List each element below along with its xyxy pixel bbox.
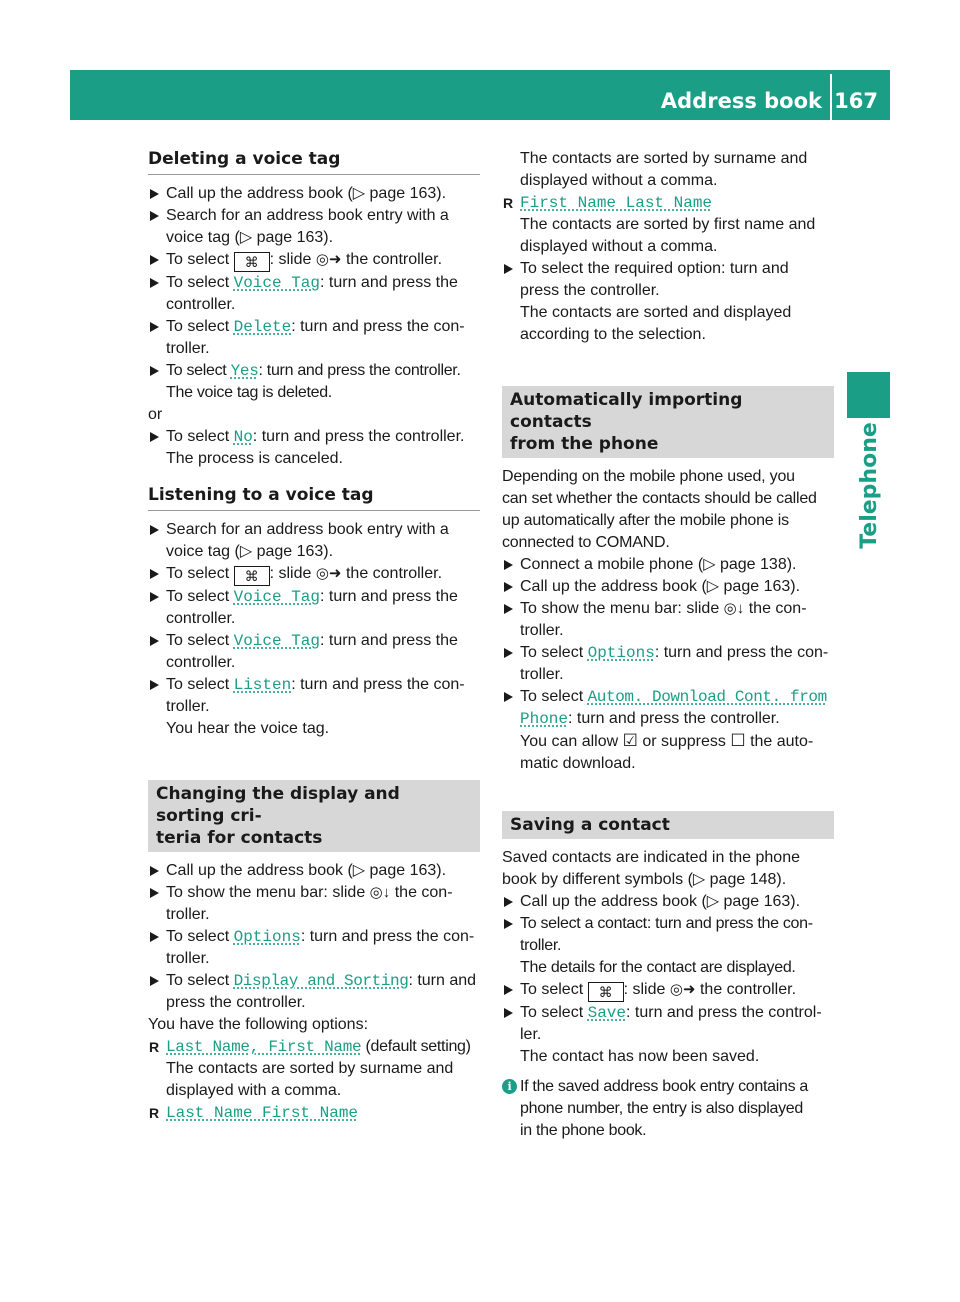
step xyxy=(148,882,480,926)
info-icon: i xyxy=(502,1079,517,1094)
header-title: Address book xyxy=(660,89,822,113)
step-text: : turn and press the control- xyxy=(626,1004,822,1021)
step-text: the con- xyxy=(748,600,807,617)
header-divider xyxy=(830,74,832,120)
controller-slide-right-icon: ◎➜ xyxy=(669,981,696,998)
unchecked-box-icon: ☐ xyxy=(730,731,746,750)
side-tab-marker xyxy=(847,372,890,418)
option-item xyxy=(148,1102,480,1124)
step-text: troller. xyxy=(520,937,562,954)
step-text: controller. xyxy=(166,610,236,627)
menu-key-icon: ⌘ xyxy=(588,982,624,1002)
info-note xyxy=(502,1076,834,1142)
option-last-first-comma: Last Name, First Name xyxy=(166,1038,362,1056)
step-text: You can allow xyxy=(520,733,619,750)
info-text: phone number, the entry is also displayed xyxy=(520,1100,803,1117)
side-tab-text: Telephone xyxy=(856,421,882,549)
step-text: : turn and press the con- xyxy=(291,318,465,335)
step-text: the controller. xyxy=(699,981,797,998)
step-text: To select xyxy=(520,981,584,998)
menu-item-options: Options xyxy=(233,928,301,946)
step-text: according to the selection. xyxy=(520,326,706,343)
step-text: You hear the voice tag. xyxy=(166,720,330,737)
step-text: : turn and press the controller. xyxy=(252,428,465,445)
step-text: press the controller. xyxy=(166,994,306,1011)
heading-line: from the phone xyxy=(510,434,659,454)
step-text: troller. xyxy=(166,698,210,715)
step-text: To select the required option: turn and xyxy=(520,260,789,277)
step-text: To select xyxy=(166,274,230,291)
option-text: The contacts are sorted by first name and xyxy=(520,216,816,233)
page-number: 167 xyxy=(834,89,878,113)
step xyxy=(148,630,480,674)
step-text: Connect a mobile phone (▷ page 138). xyxy=(520,556,797,573)
paragraph-text: connected to COMAND. xyxy=(502,534,670,551)
menu-item-autom-download: Autom. Download Cont. from xyxy=(587,688,827,706)
step-text: troller. xyxy=(166,950,210,967)
heading-line: teria for contacts xyxy=(156,828,323,848)
info-text: If the saved address book entry contains a xyxy=(520,1078,809,1095)
step xyxy=(148,586,480,630)
step-text: : slide xyxy=(269,565,312,582)
step-text: Call up the address book (▷ page 163). xyxy=(166,862,447,879)
menu-item-delete: Delete xyxy=(233,318,292,336)
step-text: To select xyxy=(166,676,230,693)
step xyxy=(502,1002,834,1068)
heading-deleting: Deleting a voice tag xyxy=(148,148,480,175)
paragraph-text: up automatically after the mobile phone is xyxy=(502,512,789,529)
step-text: press the controller. xyxy=(520,282,660,299)
step-text: To select a contact: turn and press the con- xyxy=(520,915,813,932)
option-description xyxy=(502,148,834,192)
heading-changing-display xyxy=(148,780,480,852)
step-text: The voice tag is deleted. xyxy=(166,384,332,401)
controller-slide-down-icon: ◎↓ xyxy=(723,600,745,617)
step-text: the auto- xyxy=(750,733,814,750)
option-item xyxy=(502,192,834,214)
menu-item-save: Save xyxy=(587,1004,626,1022)
step-text: troller. xyxy=(166,906,210,923)
step-text: the controller. xyxy=(345,565,443,582)
step-text: : turn and press the con- xyxy=(291,676,465,693)
heading-listening: Listening to a voice tag xyxy=(148,484,480,511)
heading-line: Automatically importing contacts xyxy=(510,390,743,432)
step-text: or suppress xyxy=(642,733,726,750)
right-column xyxy=(502,148,834,1142)
option-text: The contacts are sorted by surname and xyxy=(166,1060,454,1077)
step-text: the controller. xyxy=(345,251,443,268)
step-text: To select xyxy=(166,362,227,379)
step-text: the con- xyxy=(394,884,453,901)
step xyxy=(148,360,480,404)
step-text: To select xyxy=(166,632,230,649)
option-text: The contacts are sorted by surname and xyxy=(520,150,808,167)
step xyxy=(502,913,834,979)
step-text: To select xyxy=(166,251,230,268)
step-text: The contact has now been saved. xyxy=(520,1048,760,1065)
step xyxy=(148,183,480,205)
info-text: in the phone book. xyxy=(520,1122,647,1139)
step xyxy=(502,686,834,775)
step-text: voice tag (▷ page 163). xyxy=(166,229,334,246)
step-text: To show the menu bar: slide xyxy=(166,884,366,901)
checked-box-icon: ☑ xyxy=(622,731,638,750)
menu-key-icon: ⌘ xyxy=(234,566,270,586)
step-text: To select xyxy=(520,644,584,661)
step xyxy=(148,249,480,272)
menu-item-voice-tag: Voice Tag xyxy=(233,588,321,606)
step xyxy=(502,891,834,913)
step-text: The contacts are sorted and displayed xyxy=(520,304,792,321)
option-text: displayed with a comma. xyxy=(166,1082,342,1099)
step-text: controller. xyxy=(166,296,236,313)
option-text: displayed without a comma. xyxy=(520,238,718,255)
step xyxy=(148,519,480,563)
step-text: troller. xyxy=(166,340,210,357)
step-text: troller. xyxy=(520,666,564,683)
step-text: Search for an address book entry with a xyxy=(166,207,449,224)
step-text: ler. xyxy=(520,1026,542,1043)
step-text: To select xyxy=(520,688,584,705)
controller-slide-right-icon: ◎➜ xyxy=(315,565,342,582)
step xyxy=(502,598,834,642)
step xyxy=(148,205,480,249)
step xyxy=(148,860,480,882)
step-text: : turn and press the con- xyxy=(654,644,829,661)
step-text: : turn and press the xyxy=(320,274,458,291)
menu-key-icon: ⌘ xyxy=(234,252,270,272)
menu-item-voice-tag: Voice Tag xyxy=(233,632,321,650)
left-column xyxy=(148,148,480,1124)
step-text: Search for an address book entry with a xyxy=(166,521,449,538)
step-text: To show the menu bar: slide xyxy=(520,600,720,617)
paragraph-text: can set whether the contacts should be called xyxy=(502,490,817,507)
step xyxy=(502,642,834,686)
step xyxy=(502,576,834,598)
menu-item-phone: Phone xyxy=(520,710,569,728)
option-description xyxy=(502,214,834,258)
step xyxy=(148,426,480,470)
menu-item-voice-tag: Voice Tag xyxy=(233,274,321,292)
step-text: To select xyxy=(166,972,230,989)
step-text: Call up the address book (▷ page 163). xyxy=(520,578,801,595)
step xyxy=(502,258,834,346)
step-text: To select xyxy=(166,565,230,582)
step xyxy=(502,554,834,576)
menu-item-listen: Listen xyxy=(233,676,292,694)
step xyxy=(148,563,480,586)
option-last-first: Last Name First Name xyxy=(166,1104,359,1122)
menu-item-options: Options xyxy=(587,644,655,662)
step-text: : turn and press the xyxy=(320,588,458,605)
or-text: or xyxy=(148,406,163,423)
heading-line: Changing the display and sorting cri- xyxy=(156,784,400,826)
step-text: The process is canceled. xyxy=(166,450,343,467)
side-tab-label xyxy=(846,420,892,550)
step-text: Call up the address book (▷ page 163). xyxy=(166,185,447,202)
step-text: : turn and press the xyxy=(320,632,458,649)
step-text: troller. xyxy=(520,622,564,639)
step xyxy=(148,926,480,970)
step-text: : slide xyxy=(623,981,666,998)
step-text: To select xyxy=(166,428,230,445)
step xyxy=(148,316,480,360)
step-text: To select xyxy=(166,588,230,605)
paragraph xyxy=(502,466,834,554)
step-text: : slide xyxy=(269,251,312,268)
step-text: controller. xyxy=(166,654,236,671)
step-text: : turn and xyxy=(408,972,477,989)
step-text: voice tag (▷ page 163). xyxy=(166,543,334,560)
option-text: (default setting) xyxy=(361,1038,471,1055)
menu-item-yes: Yes xyxy=(230,362,259,380)
step-text: To select xyxy=(166,928,230,945)
step-text: matic download. xyxy=(520,755,636,772)
option-text: displayed without a comma. xyxy=(520,172,718,189)
menu-item-no: No xyxy=(233,428,253,446)
step-text: : turn and press the con- xyxy=(300,928,475,945)
step-text: : turn and press the controller. xyxy=(568,710,780,727)
step-text: To select xyxy=(166,318,230,335)
paragraph xyxy=(502,847,834,891)
menu-item-display-and-sorting: Display and Sorting xyxy=(233,972,409,990)
step xyxy=(148,674,480,740)
paragraph-text: book by different symbols (▷ page 148). xyxy=(502,871,787,888)
step-text: Call up the address book (▷ page 163). xyxy=(520,893,801,910)
step xyxy=(148,970,480,1014)
heading-importing xyxy=(502,386,834,458)
controller-slide-down-icon: ◎↓ xyxy=(369,884,391,901)
step xyxy=(148,272,480,316)
step xyxy=(502,979,834,1002)
paragraph-text: Depending on the mobile phone used, you xyxy=(502,468,795,485)
controller-slide-right-icon: ◎➜ xyxy=(315,251,342,268)
step-text: To select xyxy=(520,1004,584,1021)
option-first-last: First Name Last Name xyxy=(520,194,713,212)
paragraph-text: Saved contacts are indicated in the phone xyxy=(502,849,800,866)
option-description xyxy=(148,1058,480,1102)
option-item xyxy=(148,1036,480,1058)
heading-saving: Saving a contact xyxy=(502,811,834,839)
step-text: : turn and press the controller. xyxy=(258,362,461,379)
options-intro: You have the following options: xyxy=(148,1016,369,1033)
step-text: The details for the contact are displayed. xyxy=(520,959,796,976)
header-bar xyxy=(70,70,890,120)
